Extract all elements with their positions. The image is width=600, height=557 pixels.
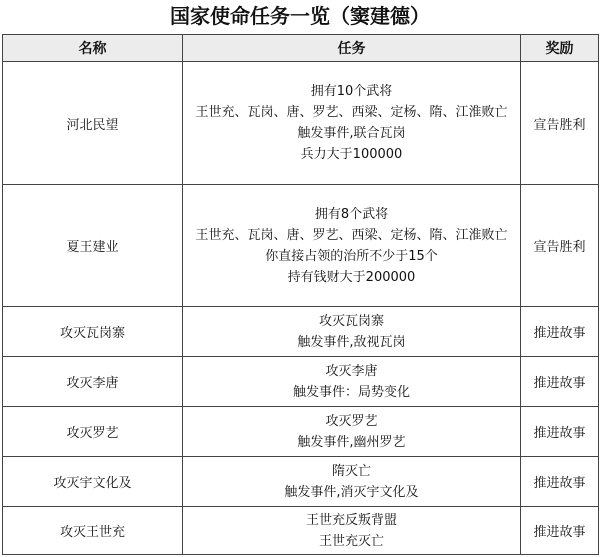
table-row	[3, 507, 599, 555]
task-line: 触发事件,敌视瓦岗	[297, 334, 406, 350]
table-row	[3, 62, 599, 185]
task-line: 王世充反叛背盟	[305, 512, 397, 528]
task-line: 拥有8个武将	[314, 206, 389, 222]
page-title: 国家使命任务一览（窦建德）	[170, 4, 430, 28]
mission-reward: 宣告胜利	[521, 62, 599, 185]
task-line: 攻灭瓦岗寨	[318, 313, 384, 329]
mission-name: 攻灭瓦岗寨	[3, 307, 183, 357]
mission-reward: 推进故事	[521, 507, 599, 555]
header-name: 名称	[3, 35, 183, 62]
task-line: 你直接占领的治所不少于15个	[265, 248, 438, 264]
mission-reward: 推进故事	[521, 357, 599, 407]
mission-reward: 推进故事	[521, 457, 599, 507]
mission-name: 夏王建业	[3, 185, 183, 307]
mission-reward: 宣告胜利	[521, 185, 599, 307]
mission-tasks	[183, 507, 521, 555]
mission-table	[2, 34, 599, 555]
mission-tasks	[183, 357, 521, 407]
task-line: 触发事件：局势变化	[292, 384, 410, 400]
task-line: 攻灭李唐	[325, 363, 378, 379]
mission-tasks	[183, 62, 521, 185]
mission-name: 河北民望	[3, 62, 183, 185]
mission-tasks	[183, 185, 521, 307]
table-row	[3, 307, 599, 357]
task-line: 王世充、瓦岗、唐、罗艺、西梁、定杨、隋、江淮败亡	[195, 105, 508, 120]
mission-name: 攻灭李唐	[3, 357, 183, 407]
task-line: 攻灭罗艺	[325, 413, 378, 429]
mission-reward: 推进故事	[521, 307, 599, 357]
header-reward: 奖励	[521, 35, 599, 62]
task-line: 持有钱财大于200000	[287, 269, 416, 285]
task-line: 拥有10个武将	[310, 84, 393, 99]
table-row	[3, 357, 599, 407]
task-line: 触发事件,消灭宇文化及	[284, 484, 419, 500]
mission-tasks	[183, 307, 521, 357]
mission-tasks	[183, 457, 521, 507]
header-task: 任务	[183, 35, 521, 62]
mission-name: 攻灭罗艺	[3, 407, 183, 457]
task-line: 触发事件,联合瓦岗	[297, 126, 406, 141]
mission-name: 攻灭宇文化及	[3, 457, 183, 507]
table-header-row	[3, 35, 599, 62]
task-line: 兵力大于100000	[300, 147, 403, 162]
mission-reward: 推进故事	[521, 407, 599, 457]
mission-name: 攻灭王世充	[3, 507, 183, 555]
task-line: 隋灭亡	[331, 463, 371, 479]
task-line: 王世充、瓦岗、唐、罗艺、西梁、定杨、隋、江淮败亡	[195, 227, 508, 243]
mission-tasks	[183, 407, 521, 457]
table-row	[3, 185, 599, 307]
task-line: 王世充灭亡	[318, 533, 384, 549]
table-row	[3, 407, 599, 457]
table-row	[3, 457, 599, 507]
task-line: 触发事件,幽州罗艺	[297, 434, 406, 450]
